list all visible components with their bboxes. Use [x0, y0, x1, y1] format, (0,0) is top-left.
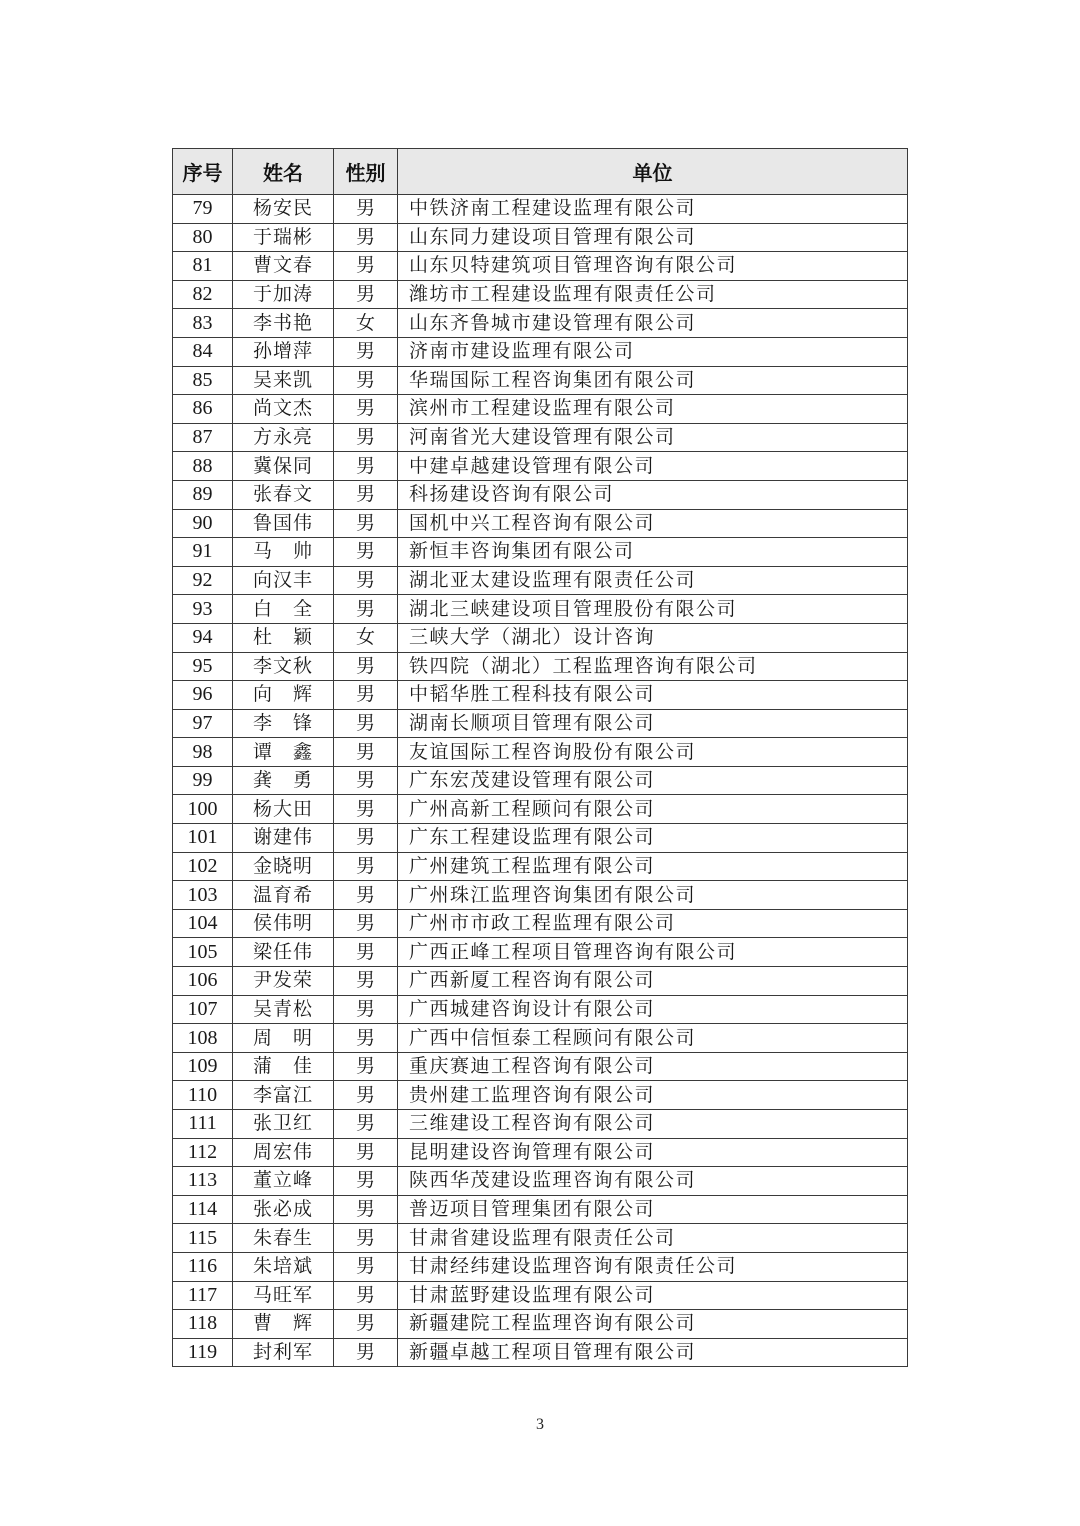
cell-gender: 男 — [334, 1138, 398, 1167]
cell-serial-number: 117 — [173, 1281, 233, 1310]
cell-unit: 潍坊市工程建设监理有限责任公司 — [398, 280, 908, 309]
cell-serial-number: 89 — [173, 480, 233, 509]
table-row — [173, 709, 908, 738]
cell-gender: 男 — [334, 967, 398, 996]
cell-serial-number: 104 — [173, 909, 233, 938]
cell-name: 鲁国伟 — [233, 509, 334, 538]
cell-serial-number: 114 — [173, 1195, 233, 1224]
cell-name: 朱培斌 — [233, 1252, 334, 1281]
cell-serial-number: 95 — [173, 652, 233, 681]
cell-gender: 女 — [334, 309, 398, 338]
cell-serial-number: 119 — [173, 1338, 233, 1367]
table-row — [173, 1110, 908, 1139]
cell-unit: 友谊国际工程咨询股份有限公司 — [398, 738, 908, 767]
cell-name: 周宏伟 — [233, 1138, 334, 1167]
cell-name: 张春文 — [233, 480, 334, 509]
cell-serial-number: 115 — [173, 1224, 233, 1253]
cell-unit: 重庆赛迪工程咨询有限公司 — [398, 1052, 908, 1081]
table-row — [173, 1252, 908, 1281]
cell-unit: 广州市市政工程监理有限公司 — [398, 909, 908, 938]
cell-serial-number: 79 — [173, 195, 233, 224]
cell-unit: 广西正峰工程项目管理咨询有限公司 — [398, 938, 908, 967]
cell-name: 李富江 — [233, 1081, 334, 1110]
cell-gender: 男 — [334, 223, 398, 252]
cell-name: 李 锋 — [233, 709, 334, 738]
cell-name: 金晓明 — [233, 852, 334, 881]
cell-gender: 男 — [334, 1024, 398, 1053]
cell-unit: 陕西华茂建设监理咨询有限公司 — [398, 1167, 908, 1196]
cell-name: 董立峰 — [233, 1167, 334, 1196]
table-header-row — [173, 149, 908, 195]
cell-serial-number: 100 — [173, 795, 233, 824]
cell-serial-number: 85 — [173, 366, 233, 395]
table-row — [173, 1224, 908, 1253]
cell-unit: 三峡大学（湖北）设计咨询 — [398, 623, 908, 652]
cell-name: 向汉丰 — [233, 566, 334, 595]
cell-name: 李书艳 — [233, 309, 334, 338]
cell-serial-number: 83 — [173, 309, 233, 338]
cell-unit: 湖北三峡建设项目管理股份有限公司 — [398, 595, 908, 624]
cell-gender: 男 — [334, 1252, 398, 1281]
cell-gender: 男 — [334, 881, 398, 910]
cell-name: 谭 鑫 — [233, 738, 334, 767]
table-row — [173, 1310, 908, 1339]
cell-gender: 男 — [334, 452, 398, 481]
cell-name: 李文秋 — [233, 652, 334, 681]
cell-unit: 济南市建设监理有限公司 — [398, 337, 908, 366]
cell-gender: 男 — [334, 538, 398, 567]
table-row — [173, 566, 908, 595]
cell-unit: 广州高新工程顾问有限公司 — [398, 795, 908, 824]
cell-unit: 广西中信恒泰工程顾问有限公司 — [398, 1024, 908, 1053]
cell-gender: 男 — [334, 738, 398, 767]
cell-serial-number: 96 — [173, 681, 233, 710]
page-number: 3 — [536, 1416, 544, 1433]
cell-unit: 湖南长顺项目管理有限公司 — [398, 709, 908, 738]
cell-unit: 甘肃经纬建设监理咨询有限责任公司 — [398, 1252, 908, 1281]
table-row — [173, 595, 908, 624]
cell-unit: 山东同力建设项目管理有限公司 — [398, 223, 908, 252]
table-row — [173, 1052, 908, 1081]
cell-serial-number: 101 — [173, 824, 233, 853]
cell-name: 于加涛 — [233, 280, 334, 309]
cell-unit: 科扬建设咨询有限公司 — [398, 480, 908, 509]
header-serial-number: 序号 — [173, 149, 233, 195]
cell-serial-number: 88 — [173, 452, 233, 481]
cell-unit: 中韬华胜工程科技有限公司 — [398, 681, 908, 710]
table-row — [173, 938, 908, 967]
cell-gender: 男 — [334, 1224, 398, 1253]
cell-gender: 男 — [334, 252, 398, 281]
table-row — [173, 909, 908, 938]
cell-serial-number: 97 — [173, 709, 233, 738]
cell-serial-number: 105 — [173, 938, 233, 967]
cell-name: 侯伟明 — [233, 909, 334, 938]
cell-name: 方永亮 — [233, 423, 334, 452]
cell-unit: 湖北亚太建设监理有限责任公司 — [398, 566, 908, 595]
cell-gender: 男 — [334, 681, 398, 710]
cell-serial-number: 102 — [173, 852, 233, 881]
table-row — [173, 395, 908, 424]
cell-name: 白 全 — [233, 595, 334, 624]
cell-name: 杨大田 — [233, 795, 334, 824]
cell-serial-number: 84 — [173, 337, 233, 366]
table-row — [173, 1338, 908, 1367]
cell-name: 周 明 — [233, 1024, 334, 1053]
cell-gender: 男 — [334, 995, 398, 1024]
cell-unit: 广东工程建设监理有限公司 — [398, 824, 908, 853]
table-row — [173, 995, 908, 1024]
cell-serial-number: 111 — [173, 1110, 233, 1139]
cell-unit: 昆明建设咨询管理有限公司 — [398, 1138, 908, 1167]
header-unit: 单位 — [398, 149, 908, 195]
cell-unit: 广州建筑工程监理有限公司 — [398, 852, 908, 881]
cell-gender: 男 — [334, 1052, 398, 1081]
cell-gender: 男 — [334, 509, 398, 538]
table-row — [173, 280, 908, 309]
cell-name: 尹发荣 — [233, 967, 334, 996]
cell-unit: 新疆建院工程监理咨询有限公司 — [398, 1310, 908, 1339]
cell-serial-number: 98 — [173, 738, 233, 767]
cell-gender: 男 — [334, 909, 398, 938]
cell-name: 马旺军 — [233, 1281, 334, 1310]
cell-serial-number: 106 — [173, 967, 233, 996]
cell-gender: 男 — [334, 423, 398, 452]
cell-name: 封利军 — [233, 1338, 334, 1367]
cell-name: 马 帅 — [233, 538, 334, 567]
table-row — [173, 1138, 908, 1167]
cell-name: 吴青松 — [233, 995, 334, 1024]
cell-gender: 男 — [334, 1338, 398, 1367]
table-row — [173, 1281, 908, 1310]
cell-gender: 男 — [334, 1110, 398, 1139]
cell-gender: 男 — [334, 1167, 398, 1196]
cell-serial-number: 103 — [173, 881, 233, 910]
table-row — [173, 1024, 908, 1053]
table-row — [173, 795, 908, 824]
cell-serial-number: 112 — [173, 1138, 233, 1167]
cell-gender: 男 — [334, 766, 398, 795]
cell-serial-number: 86 — [173, 395, 233, 424]
cell-unit: 新疆卓越工程项目管理有限公司 — [398, 1338, 908, 1367]
cell-name: 尚文杰 — [233, 395, 334, 424]
cell-unit: 山东贝特建筑项目管理咨询有限公司 — [398, 252, 908, 281]
table-row — [173, 681, 908, 710]
cell-serial-number: 94 — [173, 623, 233, 652]
cell-unit: 铁四院（湖北）工程监理咨询有限公司 — [398, 652, 908, 681]
cell-unit: 中铁济南工程建设监理有限公司 — [398, 195, 908, 224]
cell-gender: 男 — [334, 280, 398, 309]
table-row — [173, 652, 908, 681]
table-row — [173, 1081, 908, 1110]
cell-gender: 男 — [334, 795, 398, 824]
table-row — [173, 1195, 908, 1224]
cell-unit: 中建卓越建设管理有限公司 — [398, 452, 908, 481]
cell-gender: 女 — [334, 623, 398, 652]
table-row — [173, 223, 908, 252]
cell-serial-number: 91 — [173, 538, 233, 567]
cell-gender: 男 — [334, 595, 398, 624]
cell-gender: 男 — [334, 366, 398, 395]
table-row — [173, 452, 908, 481]
cell-gender: 男 — [334, 1281, 398, 1310]
cell-gender: 男 — [334, 566, 398, 595]
cell-gender: 男 — [334, 852, 398, 881]
table-row — [173, 538, 908, 567]
table-row — [173, 738, 908, 767]
cell-unit: 新恒丰咨询集团有限公司 — [398, 538, 908, 567]
cell-serial-number: 93 — [173, 595, 233, 624]
cell-unit: 甘肃蓝野建设监理有限公司 — [398, 1281, 908, 1310]
cell-serial-number: 110 — [173, 1081, 233, 1110]
cell-name: 杨安民 — [233, 195, 334, 224]
cell-unit: 广州珠江监理咨询集团有限公司 — [398, 881, 908, 910]
cell-gender: 男 — [334, 652, 398, 681]
table-row — [173, 252, 908, 281]
table-row — [173, 881, 908, 910]
cell-gender: 男 — [334, 709, 398, 738]
cell-unit: 国机中兴工程咨询有限公司 — [398, 509, 908, 538]
cell-serial-number: 108 — [173, 1024, 233, 1053]
table-row — [173, 852, 908, 881]
cell-unit: 三维建设工程咨询有限公司 — [398, 1110, 908, 1139]
cell-serial-number: 116 — [173, 1252, 233, 1281]
table-row — [173, 423, 908, 452]
cell-serial-number: 113 — [173, 1167, 233, 1196]
cell-serial-number: 107 — [173, 995, 233, 1024]
cell-unit: 广西新厦工程咨询有限公司 — [398, 967, 908, 996]
cell-unit: 山东齐鲁城市建设管理有限公司 — [398, 309, 908, 338]
cell-name: 冀保同 — [233, 452, 334, 481]
cell-unit: 普迈项目管理集团有限公司 — [398, 1195, 908, 1224]
table-row — [173, 309, 908, 338]
cell-gender: 男 — [334, 1195, 398, 1224]
cell-name: 谢建伟 — [233, 824, 334, 853]
cell-gender: 男 — [334, 337, 398, 366]
table-row — [173, 195, 908, 224]
cell-gender: 男 — [334, 1081, 398, 1110]
cell-unit: 华瑞国际工程咨询集团有限公司 — [398, 366, 908, 395]
cell-gender: 男 — [334, 195, 398, 224]
cell-gender: 男 — [334, 1310, 398, 1339]
cell-serial-number: 81 — [173, 252, 233, 281]
cell-name: 曹文春 — [233, 252, 334, 281]
cell-serial-number: 99 — [173, 766, 233, 795]
cell-name: 梁任伟 — [233, 938, 334, 967]
cell-unit: 甘肃省建设监理有限责任公司 — [398, 1224, 908, 1253]
cell-name: 曹 辉 — [233, 1310, 334, 1339]
cell-name: 朱春生 — [233, 1224, 334, 1253]
cell-serial-number: 82 — [173, 280, 233, 309]
cell-gender: 男 — [334, 395, 398, 424]
roster-table — [172, 148, 908, 1367]
cell-serial-number: 87 — [173, 423, 233, 452]
cell-serial-number: 92 — [173, 566, 233, 595]
cell-unit: 广西城建咨询设计有限公司 — [398, 995, 908, 1024]
table-row — [173, 623, 908, 652]
table-row — [173, 824, 908, 853]
cell-gender: 男 — [334, 480, 398, 509]
cell-name: 张卫红 — [233, 1110, 334, 1139]
cell-name: 于瑞彬 — [233, 223, 334, 252]
table-row — [173, 480, 908, 509]
table-row — [173, 1167, 908, 1196]
cell-name: 张必成 — [233, 1195, 334, 1224]
table-row — [173, 509, 908, 538]
cell-serial-number: 80 — [173, 223, 233, 252]
cell-name: 温育希 — [233, 881, 334, 910]
cell-gender: 男 — [334, 824, 398, 853]
header-gender: 性别 — [334, 149, 398, 195]
cell-unit: 河南省光大建设管理有限公司 — [398, 423, 908, 452]
cell-name: 吴来凯 — [233, 366, 334, 395]
cell-name: 孙增萍 — [233, 337, 334, 366]
cell-serial-number: 109 — [173, 1052, 233, 1081]
table-row — [173, 967, 908, 996]
table-row — [173, 337, 908, 366]
header-name: 姓名 — [233, 149, 334, 195]
cell-name: 杜 颖 — [233, 623, 334, 652]
cell-unit: 贵州建工监理咨询有限公司 — [398, 1081, 908, 1110]
cell-name: 龚 勇 — [233, 766, 334, 795]
cell-unit: 滨州市工程建设监理有限公司 — [398, 395, 908, 424]
cell-name: 向 辉 — [233, 681, 334, 710]
cell-gender: 男 — [334, 938, 398, 967]
table-row — [173, 766, 908, 795]
cell-name: 蒲 佳 — [233, 1052, 334, 1081]
cell-unit: 广东宏茂建设管理有限公司 — [398, 766, 908, 795]
table-body — [173, 195, 908, 1367]
table-row — [173, 366, 908, 395]
cell-serial-number: 118 — [173, 1310, 233, 1339]
cell-serial-number: 90 — [173, 509, 233, 538]
